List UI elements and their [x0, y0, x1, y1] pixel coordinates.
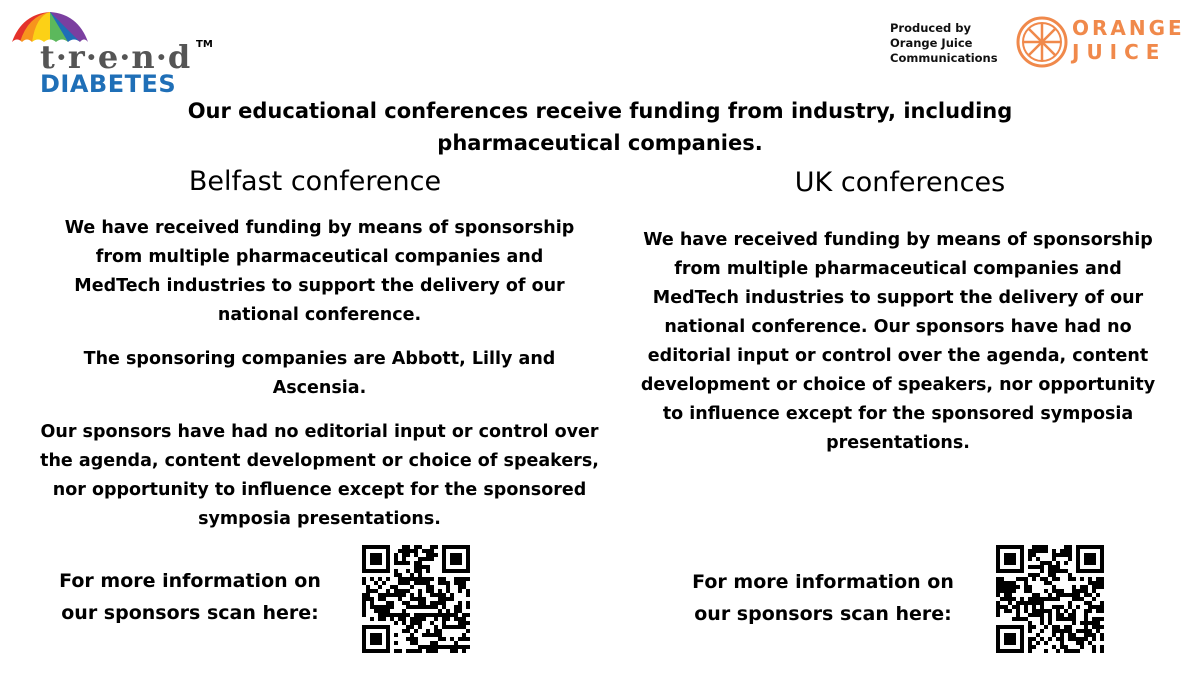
trend-diabetes-logo: [10, 8, 213, 98]
uk-scan-line-1: For more information on: [692, 571, 954, 593]
headline-line-2: pharmaceutical companies.: [437, 131, 763, 155]
belfast-scan-line-1: For more information on: [59, 570, 321, 592]
funding-headline: [120, 95, 1080, 159]
qr-code-icon[interactable]: [996, 545, 1104, 653]
uk-body: [638, 226, 1158, 458]
belfast-scan-line-2: our sponsors scan here:: [61, 602, 319, 624]
orange-slice-icon: [1015, 15, 1069, 69]
uk-paragraph-1: We have received funding by means of sponsorship from multiple pharmaceutical companies and MedTech industries to support the delivery of our national conference. Our sponsors have had no editorial input or control over the agenda, content development or choice of speakers, nor opportunity to influence except for the sponsored symposia presentations.: [640, 230, 1156, 453]
belfast-body: [22, 214, 617, 534]
producer-line-3: Communications: [890, 51, 998, 65]
logo-trademark: TM: [196, 39, 213, 50]
uk-scan-line-2: our sponsors scan here:: [694, 603, 952, 625]
uk-scan-prompt: [668, 566, 978, 630]
belfast-paragraph-2: The sponsoring companies are Abbott, Lilly and Ascensia.: [83, 349, 556, 398]
headline-line-1: Our educational conferences receive funding from industry, including: [187, 99, 1013, 123]
belfast-scan-prompt: [35, 565, 345, 629]
belfast-paragraph-1: We have received funding by means of sponsorship from multiple pharmaceutical companies and MedTech industries to support the delivery of our national conference.: [64, 218, 575, 325]
brand-line-2: JUICE: [1072, 40, 1167, 64]
brand-line-1: ORANGE: [1072, 16, 1185, 40]
belfast-paragraph-3: Our sponsors have had no editorial input or control over the agenda, content development or choice of speakers, nor opportunity to influence except for the sponsored symposia presentations.: [40, 422, 599, 529]
producer-line-1: Produced by: [890, 21, 971, 35]
belfast-title: Belfast conference: [188, 166, 442, 197]
producer-credit: [890, 21, 1010, 66]
logo-wordmark: t·r·e·n·d: [40, 38, 192, 76]
logo-subtitle: DIABETES: [40, 70, 177, 98]
qr-code-icon[interactable]: [362, 545, 470, 653]
producer-line-2: Orange Juice: [890, 36, 973, 50]
uk-title: UK conferences: [794, 167, 1006, 198]
orange-juice-brand: [1072, 16, 1185, 64]
